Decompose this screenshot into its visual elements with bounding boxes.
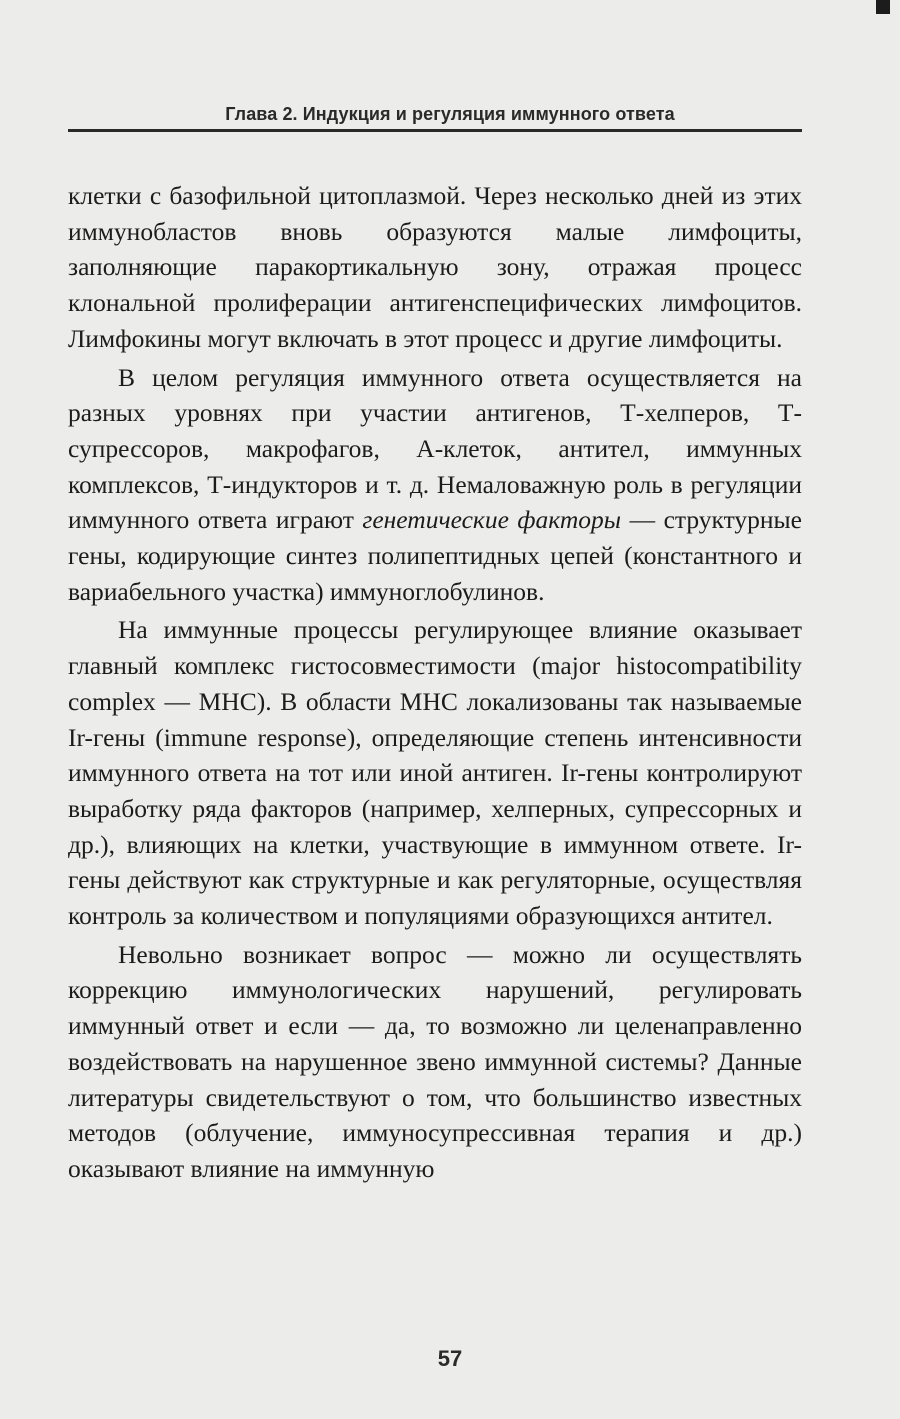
- paragraph-2: [68, 360, 802, 610]
- paragraph-1-text: клетки с базофильной цитоплазмой. Через несколько дней из этих иммунобластов вновь образуются малые лимфоциты, заполняющие паракортикальную зону, отражая процесс клональной пролиферации антигенспецифических лимфоцитов. Лимфокины могут включать в этот процесс и другие лимфоциты.: [68, 181, 802, 353]
- scan-corner-mark: [876, 0, 890, 14]
- paragraph-2-text-b: — структурные гены, кодирующие синтез полипептидных цепей (константного и вариабельного участка) иммуноглобулинов.: [68, 505, 802, 606]
- paragraph-2-italic-term: генетические факторы: [362, 505, 622, 535]
- page-number: 57: [437, 1346, 463, 1371]
- header-rule: [68, 129, 802, 132]
- paragraph-2-text-a: В целом регуляция иммунного ответа осуществляется на разных уровнях при участии антигенов, Т-хелперов, Т-супрессоров, макрофагов, А-клеток, антител, иммунных комплексов, Т-индукторов и т. д. Немаловажную роль в регуляции иммунного ответа играют: [68, 362, 802, 535]
- paragraph-1: [68, 178, 802, 357]
- body-text: [68, 178, 802, 1187]
- paragraph-3-text: На иммунные процессы регулирующее влияние оказывает главный комплекс гистосовместимости (major histocompatibility complex — МНС). В области МНС локализованы так называемые Ir-гены (immune response), определяющие степень интенсивности иммунного ответа на тот или иной антиген. Ir-гены контролируют выработку ряда факторов (например, хелперных, супрессорных и др.), влияющих на клетки, участвующие в иммунном ответе. Ir-гены действуют как структурные и как регуляторные, осуществляя контроль за количеством и популяциями образующихся антител.: [68, 615, 802, 931]
- running-head: Глава 2. Индукция и регуляция иммунного ответа: [225, 104, 675, 124]
- paragraph-4-text: Невольно возникает вопрос — можно ли осуществлять коррекцию иммунологических нарушений, регулировать иммунный ответ и если — да, то возможно ли целенаправленно воздействовать на нарушенное звено иммунной системы? Данные литературы свидетельствуют о том, что большинство известных методов (облучение, иммуносупрессивная терапия и др.) оказывают влияние на иммунную: [68, 939, 802, 1183]
- paragraph-4: [68, 937, 802, 1187]
- paragraph-3: [68, 612, 802, 933]
